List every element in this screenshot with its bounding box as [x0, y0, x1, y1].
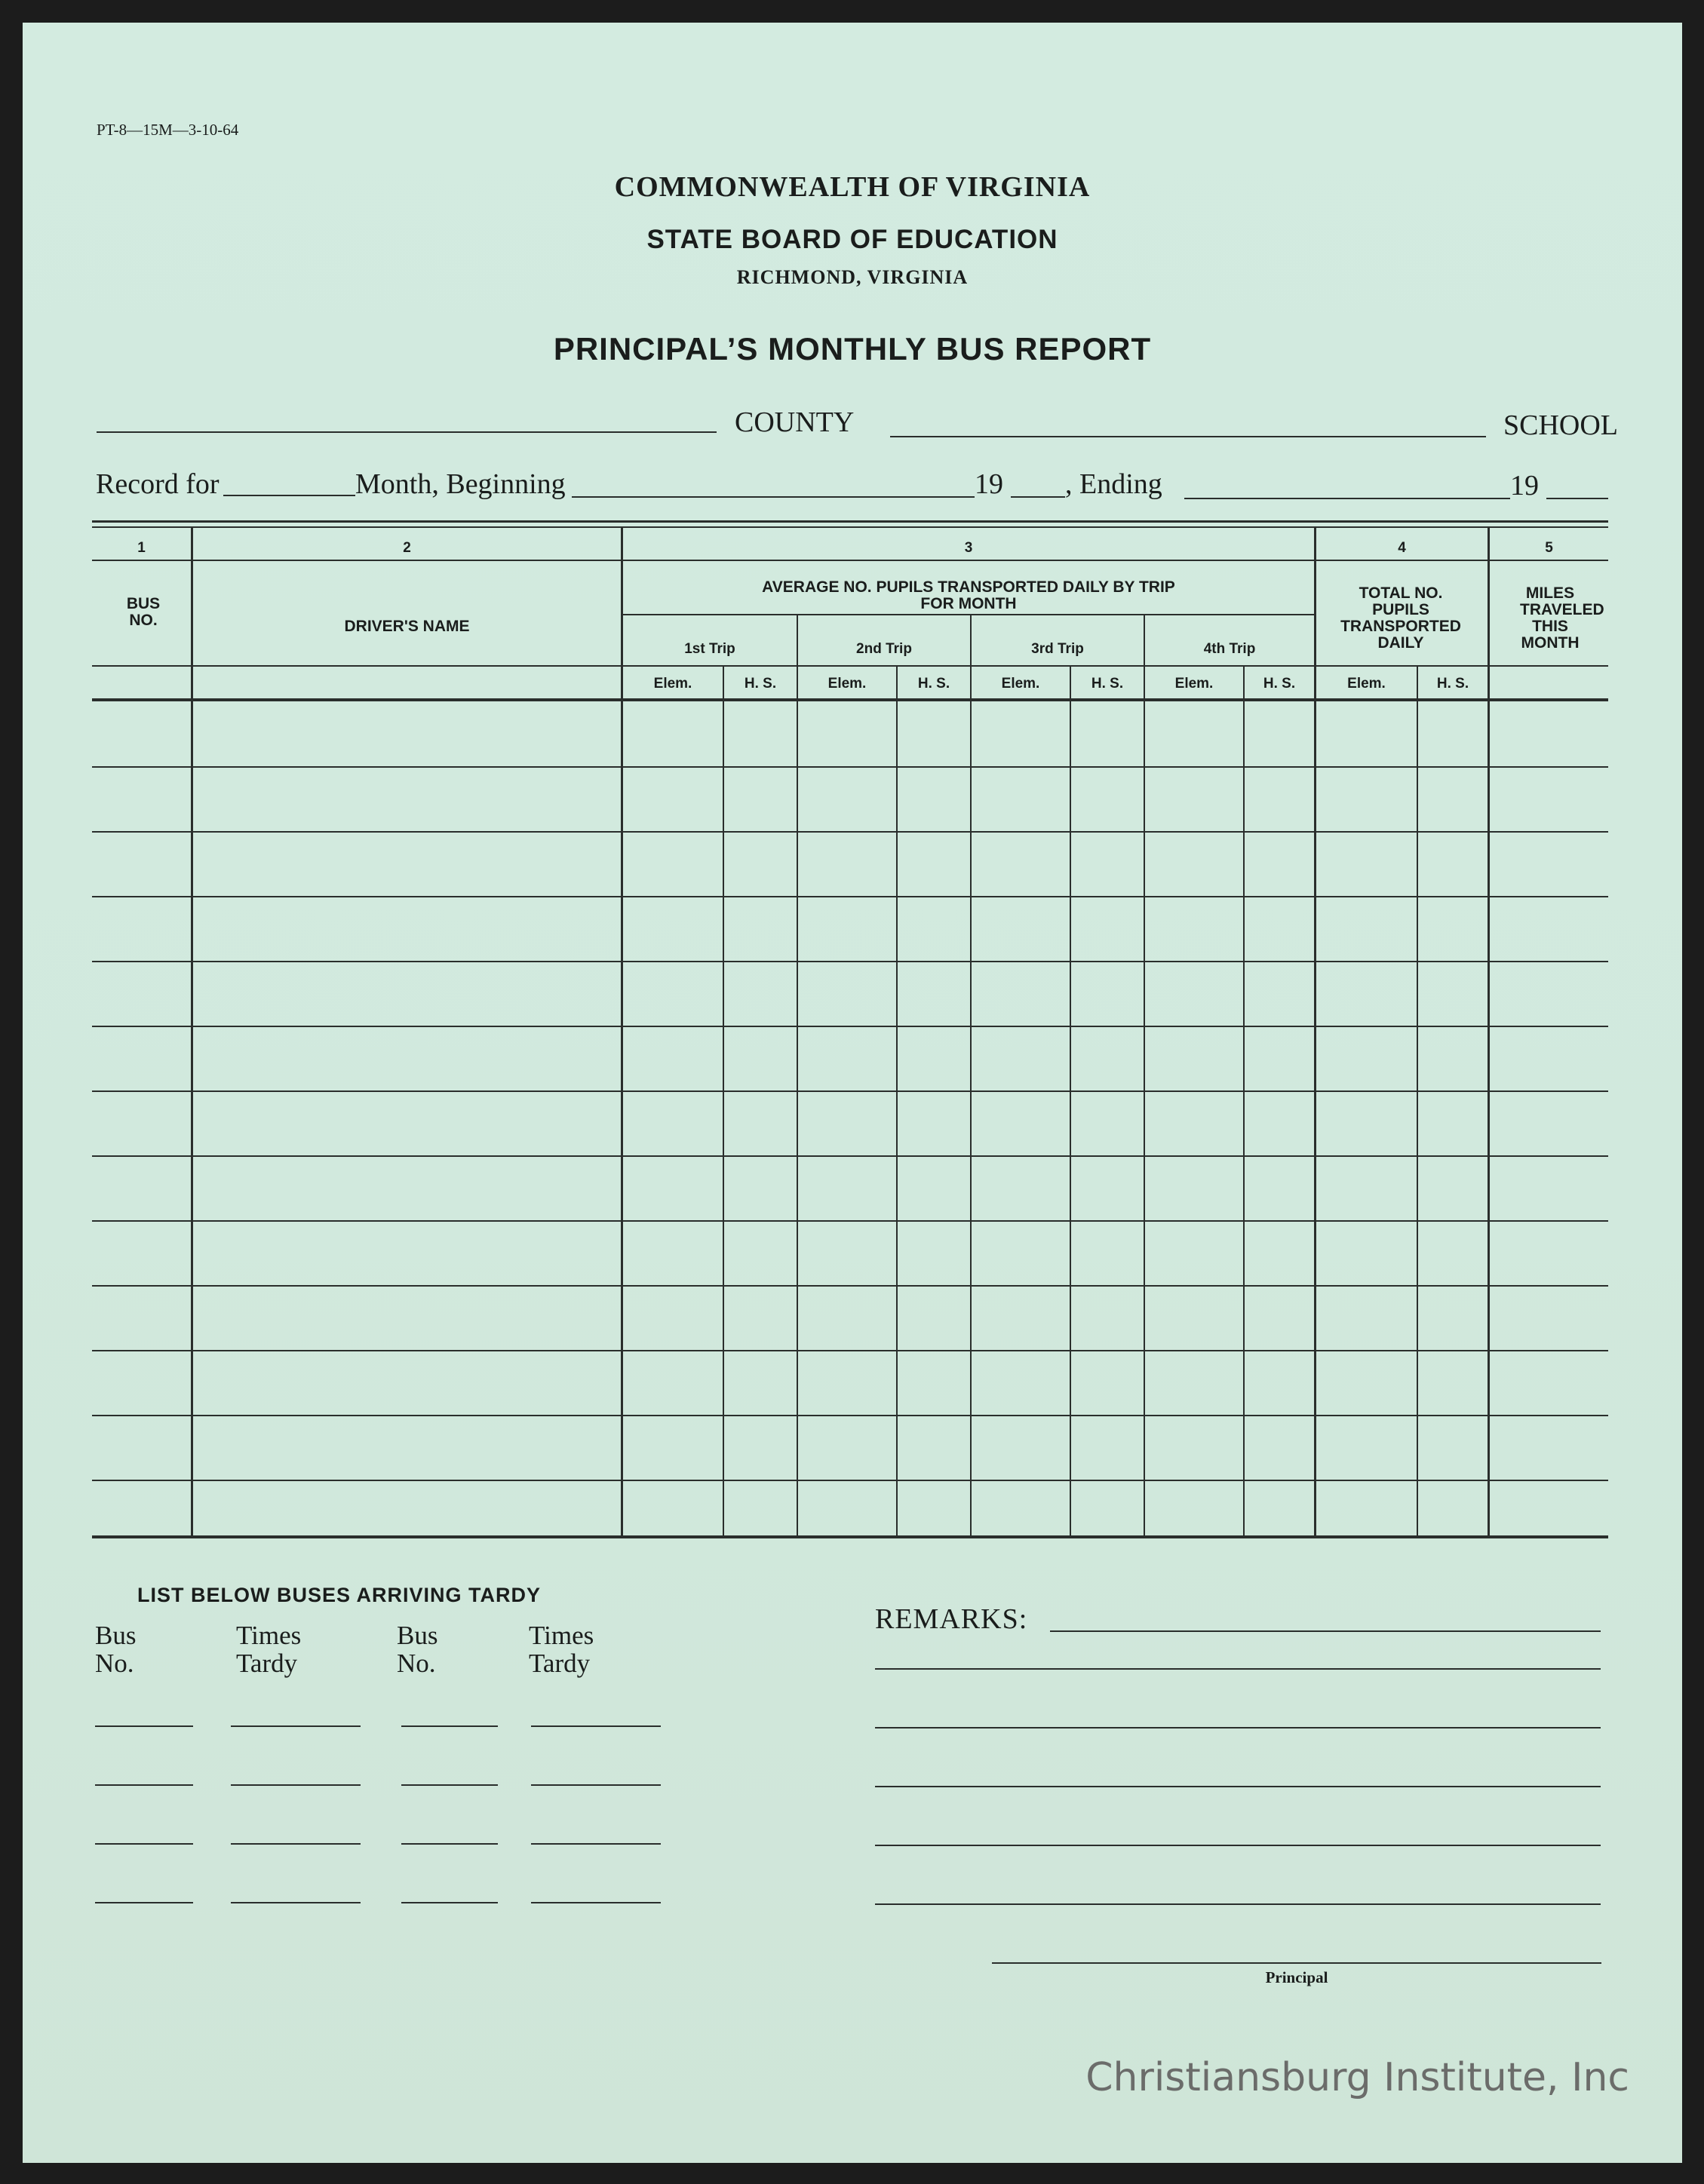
trip-4-hs: H. S. [1263, 676, 1296, 692]
col-number-3: 3 [964, 540, 973, 556]
table-row[interactable] [92, 1285, 1608, 1287]
ending-year-field[interactable] [1546, 498, 1608, 499]
bus-no-header: BUS NO. [126, 595, 161, 629]
table-row[interactable] [92, 1350, 1608, 1351]
trip-1-header: 1st Trip [684, 641, 735, 657]
tardy-entry-line[interactable] [401, 1725, 498, 1727]
col-number-1: 1 [137, 540, 146, 556]
form-code: PT-8—15M—3-10-64 [97, 121, 239, 139]
header-city: RICHMOND, VIRGINIA [736, 266, 969, 288]
tardy-bus-no-header-1: Bus No. [95, 1621, 137, 1678]
tardy-entry-line[interactable] [401, 1902, 498, 1903]
month-beginning-label: Month, Beginning [355, 468, 566, 500]
remarks-line[interactable] [875, 1786, 1601, 1787]
table-row[interactable] [92, 831, 1608, 833]
tardy-entry-line[interactable] [231, 1725, 361, 1727]
tardy-entry-line[interactable] [531, 1843, 661, 1845]
tardy-entry-line[interactable] [95, 1843, 193, 1845]
remarks-line[interactable] [875, 1903, 1601, 1905]
page-title: PRINCIPAL’S MONTHLY BUS REPORT [553, 331, 1152, 367]
ending-label: , Ending [1065, 468, 1162, 500]
trip-2-elem: Elem. [827, 676, 867, 692]
trip-1-elem: Elem. [653, 676, 692, 692]
county-name-field[interactable] [97, 431, 717, 433]
table-row[interactable] [92, 961, 1608, 962]
tardy-times-header-2: Times Tardy [529, 1621, 594, 1678]
drivers-name-header: DRIVER'S NAME [344, 618, 470, 635]
remarks-line-1[interactable] [1050, 1630, 1601, 1632]
trip-3-header: 3rd Trip [1031, 641, 1084, 657]
tardy-entry-line[interactable] [531, 1784, 661, 1786]
table-row[interactable] [92, 766, 1608, 768]
tardy-entry-line[interactable] [95, 1725, 193, 1727]
trip-2-header: 2nd Trip [856, 641, 912, 657]
year-prefix-ending: 19 [1510, 470, 1539, 502]
miles-header: MILES TRAVELED THIS MONTH [1520, 584, 1604, 652]
principal-signature-field[interactable] [992, 1962, 1601, 1964]
beginning-year-field[interactable] [1011, 496, 1065, 498]
tardy-entry-line[interactable] [95, 1784, 193, 1786]
record-month-field[interactable] [223, 495, 355, 496]
tardy-bus-no-header-2: Bus No. [397, 1621, 438, 1678]
trip-4-elem: Elem. [1174, 676, 1214, 692]
tardy-times-header-1: Times Tardy [236, 1621, 302, 1678]
principal-label: Principal [1265, 1968, 1328, 1986]
total-hs: H. S. [1436, 676, 1469, 692]
school-label: SCHOOL [1503, 410, 1619, 441]
remarks-label: REMARKS: [875, 1603, 1028, 1635]
tardy-entry-line[interactable] [231, 1902, 361, 1903]
tardy-entry-line[interactable] [531, 1725, 661, 1727]
table-row[interactable] [92, 1220, 1608, 1222]
trip-3-hs: H. S. [1091, 676, 1124, 692]
table-row[interactable] [92, 1155, 1608, 1157]
tardy-entry-line[interactable] [231, 1784, 361, 1786]
total-pupils-header: TOTAL NO. PUPILS TRANSPORTED DAILY [1340, 584, 1461, 652]
tardy-entry-line[interactable] [401, 1843, 498, 1845]
avg-pupils-header-line1: AVERAGE NO. PUPILS TRANSPORTED DAILY BY TRIP [762, 578, 1175, 596]
remarks-line[interactable] [875, 1668, 1601, 1670]
col-number-5: 5 [1545, 540, 1553, 556]
trip-2-hs: H. S. [917, 676, 950, 692]
avg-pupils-header-line2: FOR MONTH [920, 595, 1017, 612]
trip-3-elem: Elem. [1001, 676, 1040, 692]
trip-4-header: 4th Trip [1203, 641, 1256, 657]
tardy-entry-line[interactable] [95, 1902, 193, 1903]
year-prefix-beginning: 19 [975, 468, 1003, 500]
table-row[interactable] [92, 896, 1608, 897]
tardy-entry-line[interactable] [401, 1784, 498, 1786]
col-number-4: 4 [1398, 540, 1406, 556]
remarks-line[interactable] [875, 1727, 1601, 1728]
col-number-2: 2 [403, 540, 411, 556]
table-row[interactable] [92, 1415, 1608, 1416]
tardy-heading: LIST BELOW BUSES ARRIVING TARDY [137, 1584, 542, 1606]
ending-date-field[interactable] [1184, 498, 1510, 499]
total-elem: Elem. [1347, 676, 1386, 692]
remarks-line[interactable] [875, 1845, 1601, 1846]
trip-1-hs: H. S. [744, 676, 777, 692]
tardy-entry-line[interactable] [531, 1902, 661, 1903]
table-row[interactable] [92, 1090, 1608, 1092]
tardy-entry-line[interactable] [231, 1843, 361, 1845]
record-for-label: Record for [96, 468, 220, 500]
report-form [23, 23, 1682, 2163]
header-board: STATE BOARD OF EDUCATION [646, 225, 1058, 254]
header-commonwealth: COMMONWEALTH OF VIRGINIA [614, 171, 1091, 203]
table-row[interactable] [92, 1480, 1608, 1481]
watermark: Christiansburg Institute, Inc [1085, 2055, 1629, 2100]
county-label: COUNTY [735, 406, 855, 438]
beginning-date-field[interactable] [572, 496, 975, 498]
table-row[interactable] [92, 1026, 1608, 1027]
school-name-field[interactable] [890, 436, 1486, 437]
